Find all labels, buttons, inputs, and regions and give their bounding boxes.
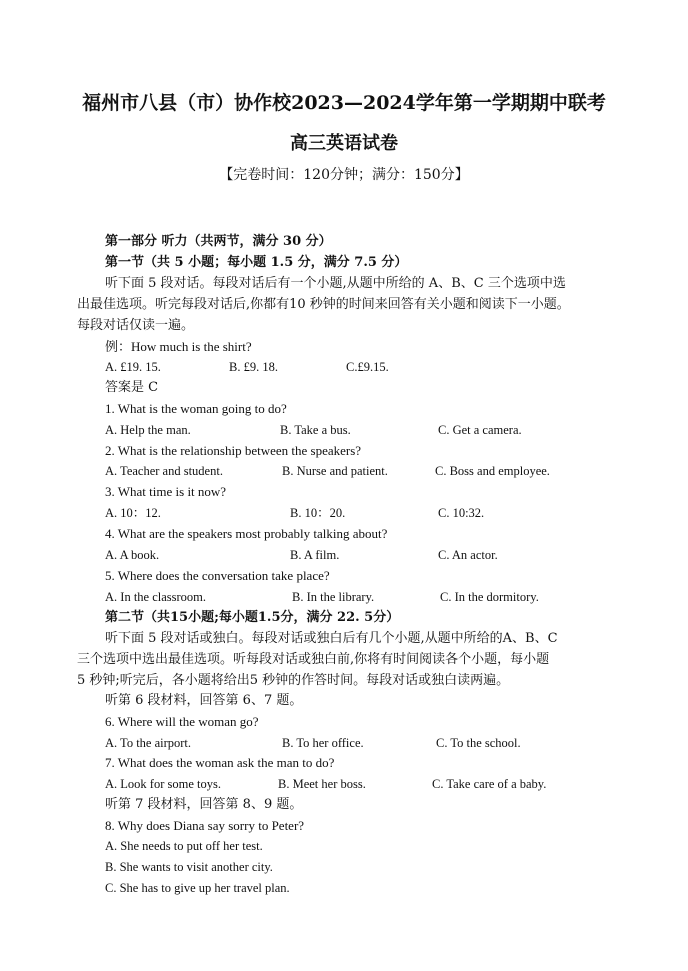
example-option-c: C.£9.15. xyxy=(346,360,389,374)
q8-option-c: C. She has to give up her travel plan. xyxy=(105,881,290,895)
example-option-a: A. £19. 15. xyxy=(105,360,161,374)
question-8: 8. Why does Diana say sorry to Peter? xyxy=(105,818,305,833)
q3-option-a: A. 10：12. xyxy=(105,506,161,520)
question-3: 3. What time is it now? xyxy=(105,484,227,499)
q4-option-b: B. A film. xyxy=(290,548,340,562)
question-1: 1. What is the woman going to do? xyxy=(105,401,287,416)
section2-heading: 第二节（共15小题;每小题1.5分，满分 22. 5分） xyxy=(105,610,400,625)
question-6: 6. Where will the woman go? xyxy=(105,714,259,729)
time-info: 【完卷时间：120分钟；满分：150分】 xyxy=(219,167,469,183)
q7-option-b: B. Meet her boss. xyxy=(278,777,366,791)
q5-option-c: C. In the dormitory. xyxy=(440,590,539,604)
q7-option-c: C. Take care of a baby. xyxy=(432,777,547,791)
section2-instruction-2: 三个选项中选出最佳选项。听每段对话或独白前,你将有时间阅读各个小题，每小题 xyxy=(77,652,550,667)
q4-option-c: C. An actor. xyxy=(438,548,498,562)
exam-subtitle: 高三英语试卷 xyxy=(290,133,398,154)
section1-heading: 第一节（共 5 小题；每小题 1.5 分，满分 7.5 分） xyxy=(105,255,408,270)
q6-option-a: A. To the airport. xyxy=(105,736,192,750)
q8-option-b: B. She wants to visit another city. xyxy=(105,860,273,874)
q1-option-c: C. Get a camera. xyxy=(438,423,522,437)
material-6-label: 听第 6 段材料，回答第 6、7 题。 xyxy=(105,693,303,708)
q6-option-b: B. To her office. xyxy=(282,736,364,750)
q3-option-c: C. 10:32. xyxy=(438,506,485,520)
q1-option-b: B. Take a bus. xyxy=(280,423,351,437)
section2-instruction-1: 听下面 5 段对话或独白。每段对话或独白后有几个小题,从题中所给的A、B、C xyxy=(105,631,558,646)
q2-option-a: A. Teacher and student. xyxy=(105,464,223,478)
question-5: 5. Where does the conversation take place? xyxy=(105,568,330,583)
q4-option-a: A. A book. xyxy=(105,548,160,562)
example-answer: 答案是 C xyxy=(105,380,159,395)
example-option-b: B. £9. 18. xyxy=(229,360,278,374)
exam-title: 福州市八县（市）协作校2023—2024学年第一学期期中联考 xyxy=(82,92,606,114)
q2-option-c: C. Boss and employee. xyxy=(435,464,550,478)
q1-option-a: A. Help the man. xyxy=(105,423,191,437)
section1-instruction-1: 听下面 5 段对话。每段对话后有一个小题,从题中所给的 A、B、C 三个选项中选 xyxy=(105,276,566,291)
q7-option-a: A. Look for some toys. xyxy=(105,777,221,791)
section1-instruction-2: 出最佳选项。听完每段对话后,你都有10 秒钟的时间来回答有关小题和阅读下一小题。 xyxy=(77,297,570,312)
q6-option-c: C. To the school. xyxy=(436,736,521,750)
section1-instruction-3: 每段对话仅读一遍。 xyxy=(77,318,195,333)
q3-option-b: B. 10：20. xyxy=(290,506,346,520)
question-2: 2. What is the relationship between the speakers? xyxy=(105,443,362,458)
q5-option-b: B. In the library. xyxy=(292,590,375,604)
q2-option-b: B. Nurse and patient. xyxy=(282,464,388,478)
q5-option-a: A. In the classroom. xyxy=(105,590,207,604)
question-7: 7. What does the woman ask the man to do? xyxy=(105,755,335,770)
material-7-label: 听第 7 段材料，回答第 8、9 题。 xyxy=(105,797,303,812)
q8-option-a: A. She needs to put off her test. xyxy=(105,839,263,853)
section2-instruction-3: 5 秒钟;听完后，各小题将给出5 秒钟的作答时间。每段对话或独白读两遍。 xyxy=(77,673,510,688)
question-4: 4. What are the speakers most probably talking about? xyxy=(105,526,388,541)
part1-heading: 第一部分 听力（共两节，满分 30 分） xyxy=(105,234,332,249)
example-question: 例：How much is the shirt? xyxy=(105,339,252,354)
